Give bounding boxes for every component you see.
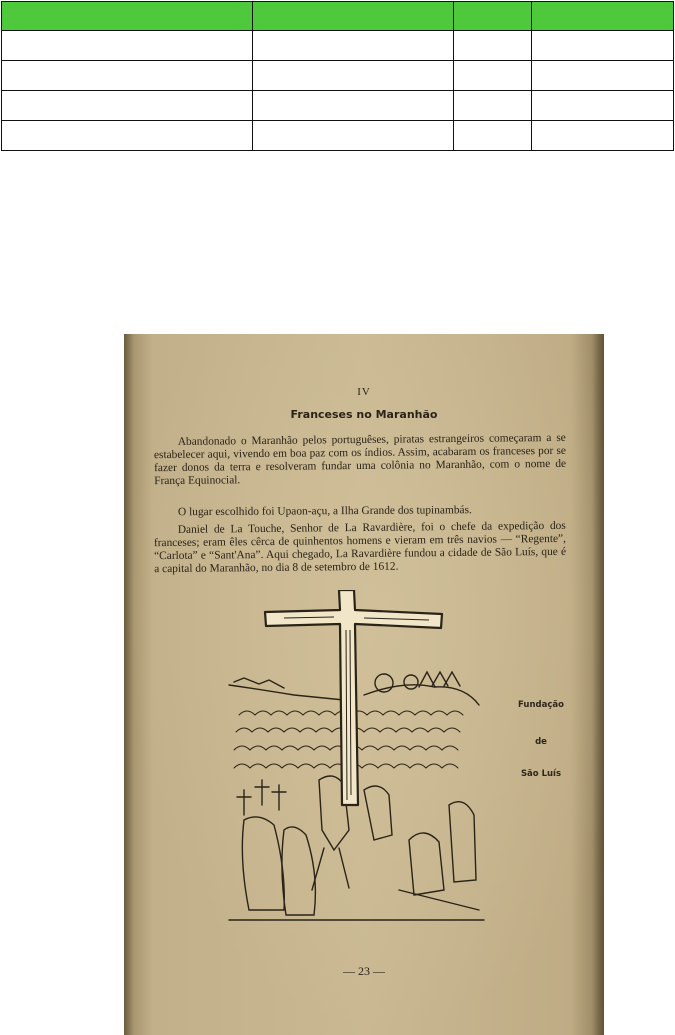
figure-center-legs <box>312 848 349 890</box>
paragraph-2: O lugar escolhido foi Upaon-açu, a Ilha Grande dos tupinambás. <box>177 504 472 519</box>
caption-line-2: de <box>535 737 547 747</box>
table-cell <box>454 91 532 121</box>
caption-line-3: São Luís <box>520 769 562 779</box>
page-shadow-right <box>592 334 604 1035</box>
table-cell <box>532 31 674 61</box>
table-cell <box>2 31 253 61</box>
table-cell <box>532 121 674 151</box>
table-header-cell <box>454 2 532 31</box>
table-cell <box>253 91 454 121</box>
book-page-photo <box>124 334 604 1035</box>
figure-kneeling <box>409 833 444 895</box>
table-cell <box>2 61 253 91</box>
table-cell <box>253 61 454 91</box>
figure-left-2 <box>282 827 315 915</box>
table-cell <box>2 121 253 151</box>
table-cell <box>454 121 532 151</box>
table-cell <box>454 61 532 91</box>
chapter-title: Franceses no Maranhão <box>290 408 438 421</box>
sea-horizon <box>229 685 344 700</box>
table-row <box>2 91 674 121</box>
small-cross <box>272 785 286 810</box>
sword <box>399 890 479 910</box>
caption-line-1: Fundação <box>518 700 564 710</box>
table-cell <box>532 91 674 121</box>
page-shadow-left <box>124 334 134 1035</box>
table-header-cell <box>2 2 253 31</box>
table-row <box>2 31 674 61</box>
table-cell <box>454 31 532 61</box>
table-cell <box>253 31 454 61</box>
table-header-cell <box>532 2 674 31</box>
tree <box>404 675 418 689</box>
founding-illustration <box>224 590 489 935</box>
small-cross <box>237 790 251 815</box>
chapter-number: IV <box>357 386 371 398</box>
large-cross <box>265 590 442 805</box>
paragraph-1: Abandonado o Maranhão pelos portuguêses, piratas estrangeiros começaram a se estabelecer aqui, vivendo em boa paz com os índios. Assim, acabaram os franceses por se fazer donos da terra e resolveram fundar uma colônia no Maranhão, com o nome de França Equinocial. <box>153 431 567 488</box>
table-cell <box>253 121 454 151</box>
table-cell <box>2 91 253 121</box>
figure-far-right <box>449 802 476 882</box>
right-hill <box>364 685 479 705</box>
small-cross <box>255 780 269 805</box>
table-row <box>2 121 674 151</box>
empty-table <box>1 1 674 151</box>
table-row <box>2 61 674 91</box>
table-header-cell <box>253 2 454 31</box>
figure-right <box>364 786 392 840</box>
figure-left <box>242 817 284 910</box>
page-number: — 23 — <box>343 964 385 978</box>
table-header-row <box>2 2 674 31</box>
paragraph-3: Daniel de La Touche, Senhor de La Ravardière, foi o chefe da expedição dos franceses; eram êles cêrca de quinhentos homens e vieram em três navios — “Regente”, “Carlota” e “Sant'Ana”. Aqui chegado, La Ravardière fundou a cidade de São Luís, que é a capital do Maranhão, no dia 8 de setembro de 1612. <box>153 519 567 576</box>
table-cell <box>532 61 674 91</box>
